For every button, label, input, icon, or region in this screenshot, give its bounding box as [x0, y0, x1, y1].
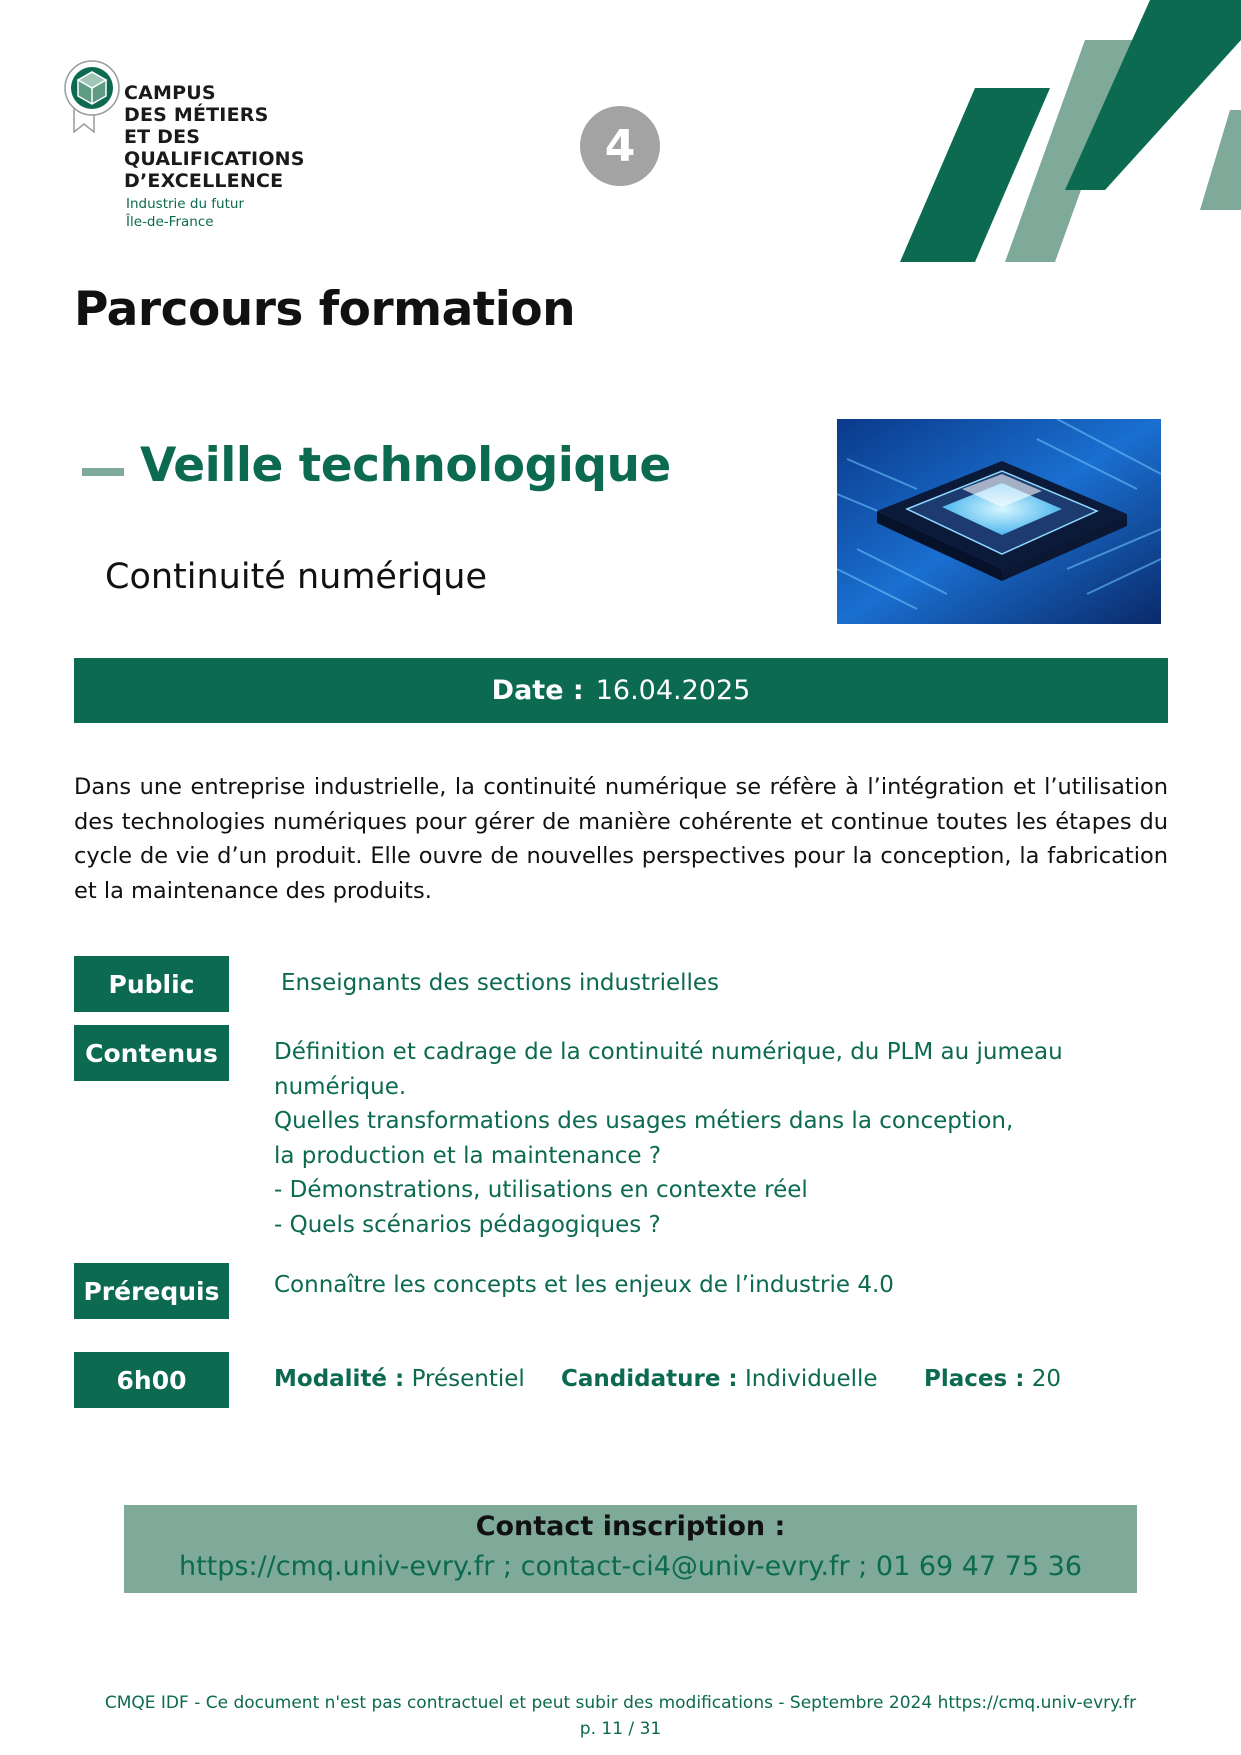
candidature-value: Individuelle: [744, 1366, 878, 1392]
footer-disclaimer: CMQE IDF - Ce document n'est pas contractuel et peut subir des modifications - Septembre 2024 https://cmq.univ-evry.fr: [104, 1693, 1137, 1713]
logo-line: D’EXCELLENCE: [124, 170, 284, 192]
places-label: Places :: [924, 1366, 1025, 1392]
contact-title: Contact inscription :: [475, 1511, 786, 1542]
public-value: Enseignants des sections industrielles: [281, 970, 720, 996]
section-title: Veille technologique: [140, 438, 671, 493]
contenus-line: la production et la maintenance ?: [274, 1142, 662, 1169]
contenus-line: Définition et cadrage de la continuité numérique, du PLM au jumeau: [274, 1039, 1063, 1065]
page-footer: [0, 1690, 1241, 1742]
logo-subtitle: [126, 195, 244, 231]
places-value: 20: [1031, 1366, 1061, 1392]
page-heading: Parcours formation: [74, 282, 576, 337]
contenus-value: [274, 1035, 1154, 1242]
date-value: 16.04.2025: [595, 675, 751, 706]
intro-paragraph: Dans une entreprise industrielle, la continuité numérique se réfère à l’intégration et l’utilisation des technologies numériques pour gérer de manière cohérente et continue toutes les étapes du cycle de vie d’un produit. Elle ouvre de nouvelles perspectives pour la conception, la fabrication et la maintenance des produits.: [74, 774, 1168, 904]
candidature-label: Candidature :: [561, 1366, 738, 1392]
public-tag: Public: [74, 956, 229, 1012]
duration-tag: 6h00: [74, 1352, 229, 1408]
microchip-image: [837, 419, 1161, 624]
modalite-label: Modalité :: [274, 1366, 405, 1392]
date-label: Date :: [491, 675, 584, 706]
prerequis-value: Connaître les concepts et les enjeux de l’industrie 4.0: [274, 1272, 894, 1298]
contact-box: [124, 1505, 1137, 1593]
logo-line: CAMPUS: [124, 82, 216, 104]
contenus-tag: Contenus: [74, 1025, 229, 1081]
contenus-line: - Quels scénarios pédagogiques ?: [274, 1211, 661, 1238]
contenus-line: - Démonstrations, utilisations en contexte réel: [274, 1177, 808, 1203]
contenus-line: numérique.: [274, 1073, 407, 1100]
places-info: [924, 1362, 1061, 1397]
logo-line: DES MÉTIERS: [124, 104, 269, 126]
page-number: p. 11 / 31: [579, 1719, 662, 1739]
logo-sub-line: Île-de-France: [126, 214, 214, 230]
modalite-info: [274, 1362, 525, 1397]
candidature-info: [561, 1362, 878, 1397]
decorative-stripes: [900, 0, 1241, 262]
logo-line: QUALIFICATIONS: [124, 148, 305, 170]
date-bar: [74, 658, 1168, 723]
logo-line: ET DES: [124, 126, 201, 148]
prerequis-tag: Prérequis: [74, 1263, 229, 1319]
modalite-value: Présentiel: [411, 1366, 525, 1392]
section-subtitle: Continuité numérique: [105, 557, 487, 597]
title-dash: [82, 468, 124, 476]
contact-details[interactable]: https://cmq.univ-evry.fr ; contact-ci4@univ-evry.fr ; 01 69 47 75 36: [178, 1551, 1083, 1582]
logo-sub-line: Industrie du futur: [126, 196, 245, 212]
contenus-line: Quelles transformations des usages métiers dans la conception,: [274, 1108, 1014, 1134]
logo-text: [124, 82, 305, 192]
campus-logo-emblem: [62, 60, 122, 136]
module-number-badge: 4: [580, 106, 660, 186]
